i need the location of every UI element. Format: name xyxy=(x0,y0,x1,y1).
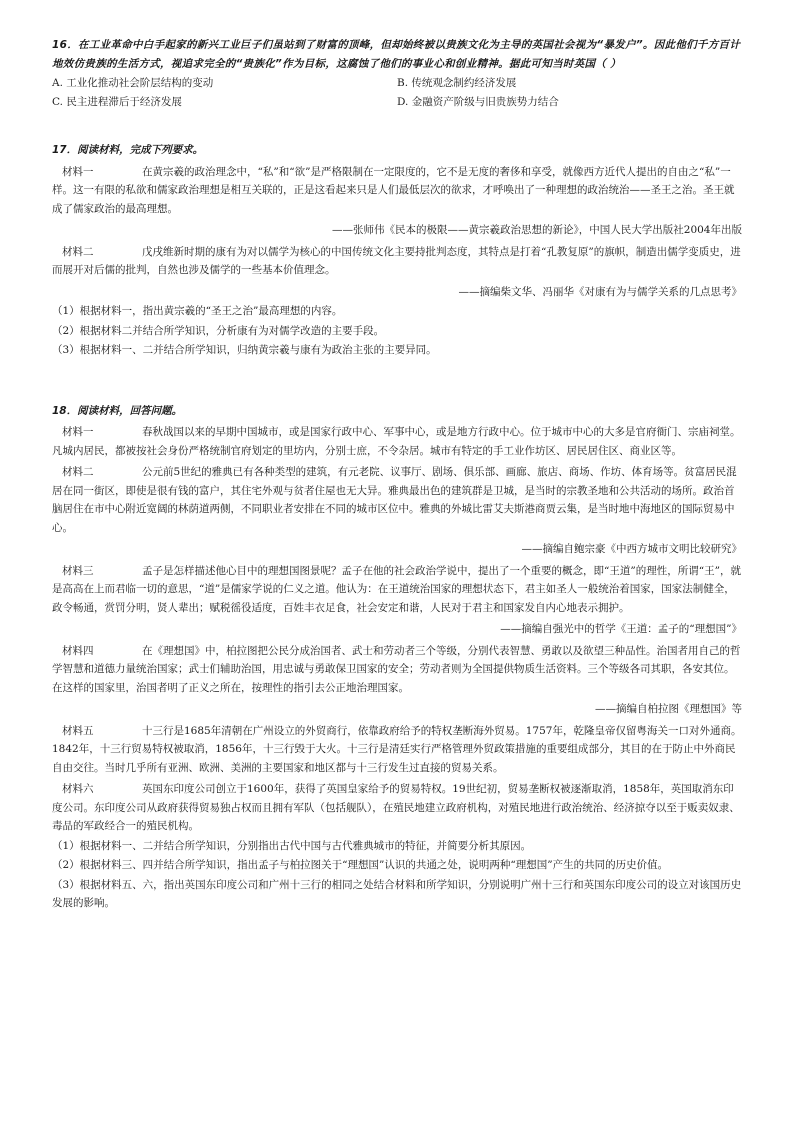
material-label: 材料二 xyxy=(62,245,94,258)
option-a: A. 工业化推动社会阶层结构的变动 xyxy=(52,77,214,89)
material-paragraph xyxy=(52,562,742,618)
material-source: ——摘编自鲍宗豪《中西方城市文明比较研究》 xyxy=(521,543,742,555)
material-label: 材料六 xyxy=(62,783,94,795)
material-source: ——张师伟《民本的极限——黄宗羲政治思想的新论》，中国人民大学出版社2004年出版 xyxy=(332,224,742,236)
material-label: 材料三 xyxy=(62,564,94,577)
option-b: B. 传统观念制约经济发展 xyxy=(397,77,517,89)
material-text: 在《理想国》中，柏拉图把公民分成治国者、武士和劳动者三个等级，分别代表智慧、勇敢以及欲望三种品性。治国者用自己的哲学智慧和道德力量统治国家；武士们辅助治国，用忠诚与勇敢保卫国家的安全；劳动者则为全国提供物质生活资料。三个等级各司其职，各安其位。在这样的国家里，治国者明了正义之所在，按理性的指引去公正地治理国家。 xyxy=(52,644,741,694)
question-16-stem: 16．在工业革命中白手起家的新兴工业巨子们虽站到了财富的顶峰，但却始终被以贵族文化为主导的英国社会视为“暴发户”。因此他们千方百计地效仿贵族的生活方式，视追求完全的“贵族化”作为目标，这腐蚀了他们的事业心和创业精神。据此可知当时英国（ ） xyxy=(52,39,741,70)
material-text: 春秋战国以来的早期中国城市，或是国家行政中心、军事中心，或是地方行政中心。位于城市中心的大多是官府衙门、宗庙祠堂。凡城内居民，都被按社会身份严格统制官府划定的里坊内，分别士庶，不令杂居。城市有特定的手工业作坊区、居民居住区、商业区等。 xyxy=(52,426,741,457)
material-text: 戊戌维新时期的康有为对以儒学为核心的中国传统文化主要持批判态度，其特点是打着“孔教复原”的旗帜，制造出儒学变质史，进而展开对后儒的批判，自然也涉及儒学的一些基本价值理念。 xyxy=(52,245,741,276)
question-16-options xyxy=(52,74,742,111)
material-paragraph xyxy=(52,423,742,460)
sub-question: （1）根据材料一，指出黄宗羲的“圣王之治”最高理想的内容。 xyxy=(52,305,343,317)
material-source: ——摘编自柏拉图《理想国》等 xyxy=(595,703,742,715)
material-label: 材料一 xyxy=(62,165,94,178)
material-text: 在黄宗羲的政治理念中，“私”和“欲”是严格限制在一定限度的，它不是无度的奢侈和享受，就像西方近代人提出的自由之“私”一样。这一有限的私欲和儒家政治理想是相互关联的，正是这看起来只是人们最低层次的欲求，才呼唤出了一种理想的政治统治——圣王之治。圣王就成了儒家政治的最高理想。 xyxy=(52,165,735,215)
material-paragraph xyxy=(52,463,742,537)
sub-question: （2）根据材料三、四并结合所学知识，指出孟子与柏拉图关于“理想国”认识的共通之处，说明两种“理想国”产生的共同的历史价值。 xyxy=(52,859,669,871)
option-d: D. 金融资产阶级与旧贵族势力结合 xyxy=(397,95,559,108)
question-18 xyxy=(52,402,742,913)
question-17-heading: 17．阅读材料，完成下列要求。 xyxy=(52,144,204,156)
material-text: 公元前5世纪的雅典已有各种类型的建筑，有元老院、议事厅、剧场、俱乐部、画廊、旅店、商场、作坊、体育场等。贫富居民混居在同一街区，即使是很有钱的富户，其住宅外观与贫者住屋也无大异。雅典最出色的建筑群是卫城，是当时的宗教圣地和公共活动的场所。政治首脑居住在市中心附近宽阔的林荫道两侧，不同职业者安排在不同的城市区位中。雅典的外城比雷艾夫斯港商贾云集，是当时地中海地区的国际贸易中心。 xyxy=(52,466,737,534)
exam-page xyxy=(52,36,742,913)
material-paragraph xyxy=(52,780,742,836)
option-c: C. 民主进程滞后于经济发展 xyxy=(52,95,182,108)
sub-question: （1）根据材料一、二并结合所学知识，分别指出古代中国与古代雅典城市的特征，并简要分析其原因。 xyxy=(52,839,532,852)
material-source: ——摘编自强光中的哲学《王道：孟子的“理想国”》 xyxy=(500,623,742,635)
material-text: 孟子是怎样描述他心目中的理想国图景呢？孟子在他的社会政治学说中，提出了一个重要的概念，即“王道”的理性，所谓“王”，就是高高在上而君临一切的意思，“道”是儒家学说的仁义之道。他认为：在王道统治国家的理想状态下，君主如圣人一般统治着国家，国家法制健全，政令畅通，赏罚分明，贤人辈出；赋税徭役适度，百姓丰衣足食，社会安定和谐，人民对于君主和国家发自内心地表示拥护。 xyxy=(52,564,741,614)
material-paragraph xyxy=(52,243,742,280)
material-label: 材料四 xyxy=(62,644,94,657)
material-paragraph xyxy=(52,163,742,219)
material-paragraph xyxy=(52,722,742,778)
material-label: 材料一 xyxy=(62,426,94,438)
material-paragraph xyxy=(52,642,742,698)
material-text: 英国东印度公司创立于1600年，获得了英国皇家给予的贸易特权。19世纪初，贸易垄断权被逐渐取消，1858年，英国取消东印度公司。东印度公司从政府获得贸易独占权而且拥有军队（包括舰队），在殖民地建立政府机构，对殖民地进行政治统治、经济掠夺以至于贩卖奴隶、毒品的军政经合一的殖民机构。 xyxy=(52,783,740,832)
sub-question: （3）根据材料五、六，指出英国东印度公司和广州十三行的相同之处结合材料和所学知识，分别说明广州十三行和英国东印度公司的设立对该国历史发展的影响。 xyxy=(52,878,742,909)
question-17 xyxy=(52,141,742,360)
material-label: 材料二 xyxy=(62,466,94,478)
material-source: ——摘编柴文华、冯丽华《对康有为与儒学关系的几点思考》 xyxy=(458,285,742,298)
question-16 xyxy=(52,36,742,111)
material-text: 十三行是1685年清朝在广州设立的外贸商行，依靠政府给予的特权垄断海外贸易。1757年，乾隆皇帝仅留粤海关一口对外通商。1842年，十三行贸易特权被取消，1856年，十三行毁于大火。十三行是清廷实行严格管理外贸政策措施的重要组成部分，其目的在于防止中外商民自由交往。当时几乎所有亚洲、欧洲、美洲的主要国家和地区都与十三行发生过直接的贸易关系。 xyxy=(52,724,742,774)
question-18-heading: 18．阅读材料，回答问题。 xyxy=(52,404,183,417)
material-label: 材料五 xyxy=(62,724,94,737)
sub-question: （2）根据材料二并结合所学知识，分析康有为对儒学改造的主要手段。 xyxy=(52,324,385,337)
sub-question: （3）根据材料一、二并结合所学知识，归纳黄宗羲与康有为政治主张的主要异同。 xyxy=(52,344,437,356)
